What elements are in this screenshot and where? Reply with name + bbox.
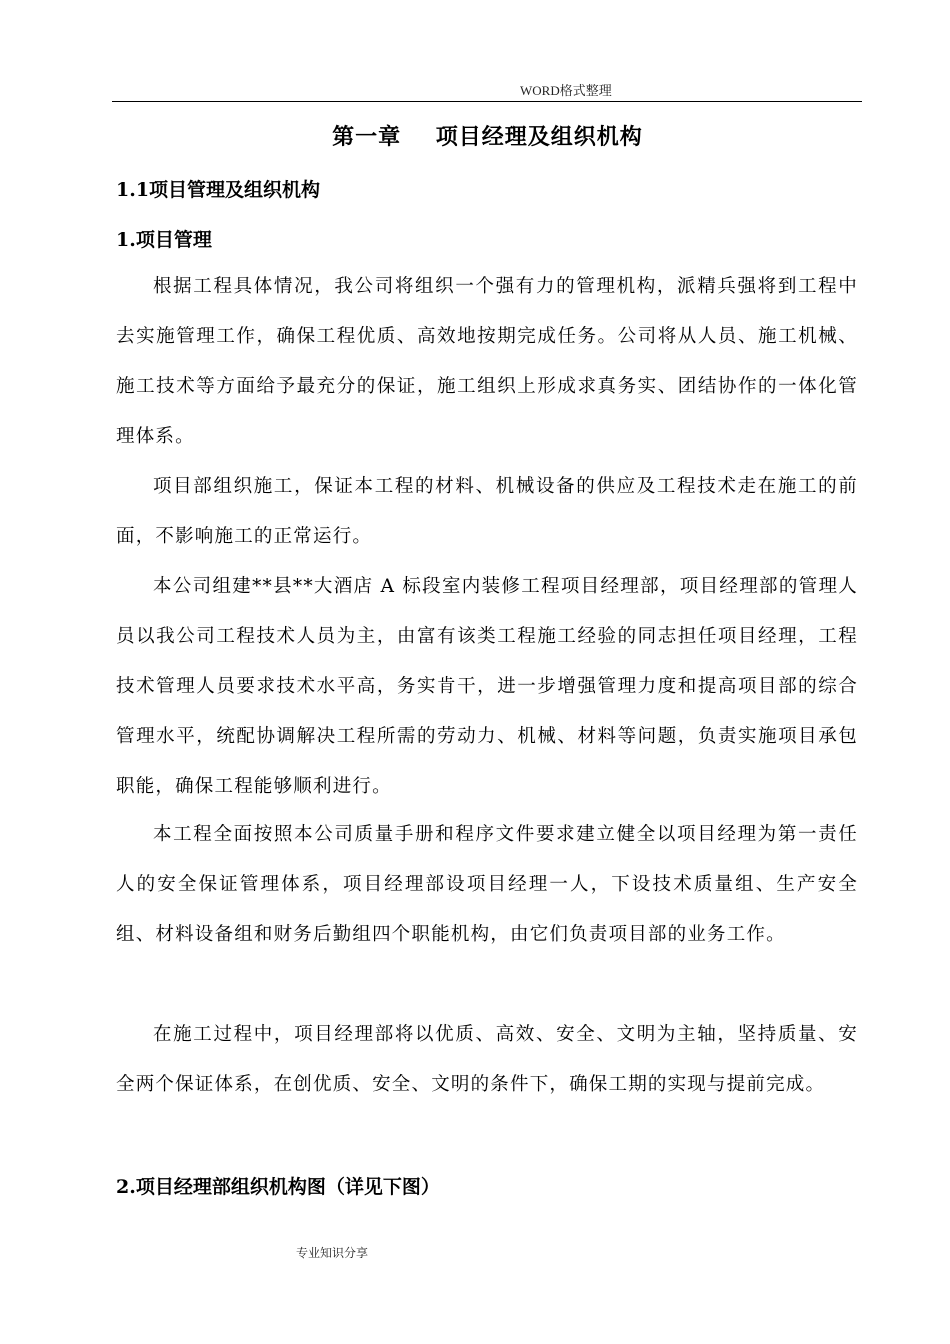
body-paragraph-1: 根据工程具体情况，我公司将组织一个强有力的管理机构，派精兵强将到工程中去实施管理工作，确保工程优质、高效地按期完成任务。公司将从人员、施工机械、施工技术等方面给予最充分的保证，施工组织上形成求真务实、团结协作的一体化管理体系。 <box>116 276 858 447</box>
body-paragraph-2: 项目部组织施工，保证本工程的材料、机械设备的供应及工程技术走在施工的前面，不影响施工的正常运行。 <box>116 476 858 547</box>
page-footer-text: 专业知识分享 <box>296 1246 369 1260</box>
subsection-heading-org-chart: 2.项目经理部组织机构图（详见下图） <box>116 1176 440 1198</box>
chapter-title: 第一章 项目经理及组织机构 <box>332 124 643 150</box>
body-paragraph-4: 本工程全面按照本公司质量手册和程序文件要求建立健全以项目经理为第一责任人的安全保证管理体系，项目经理部设项目经理一人，下设技术质量组、生产安全组、材料设备组和财务后勤组四个职能机构，由它们负责项目部的业务工作。 <box>116 824 858 945</box>
page-header-text: WORD格式整理 <box>520 83 612 98</box>
body-paragraph-3: 本公司组建**县**大酒店 A 标段室内装修工程项目经理部，项目经理部的管理人员以我公司工程技术人员为主，由富有该类工程施工经验的同志担任项目经理，工程技术管理人员要求技术水平高，务实肯干，进一步增强管理力度和提高项目部的综合管理水平，统配协调解决工程所需的劳动力、机械、材料等问题，负责实施项目承包职能，确保工程能够顺利进行。 <box>116 576 858 797</box>
header-divider <box>112 101 862 102</box>
body-paragraph-5: 在施工过程中，项目经理部将以优质、高效、安全、文明为主轴，坚持质量、安全两个保证体系，在创优质、安全、文明的条件下，确保工期的实现与提前完成。 <box>116 1024 858 1095</box>
subsection-heading-project-management: 1.项目管理 <box>116 229 212 251</box>
section-heading-1-1: 1.1项目管理及组织机构 <box>116 179 321 201</box>
